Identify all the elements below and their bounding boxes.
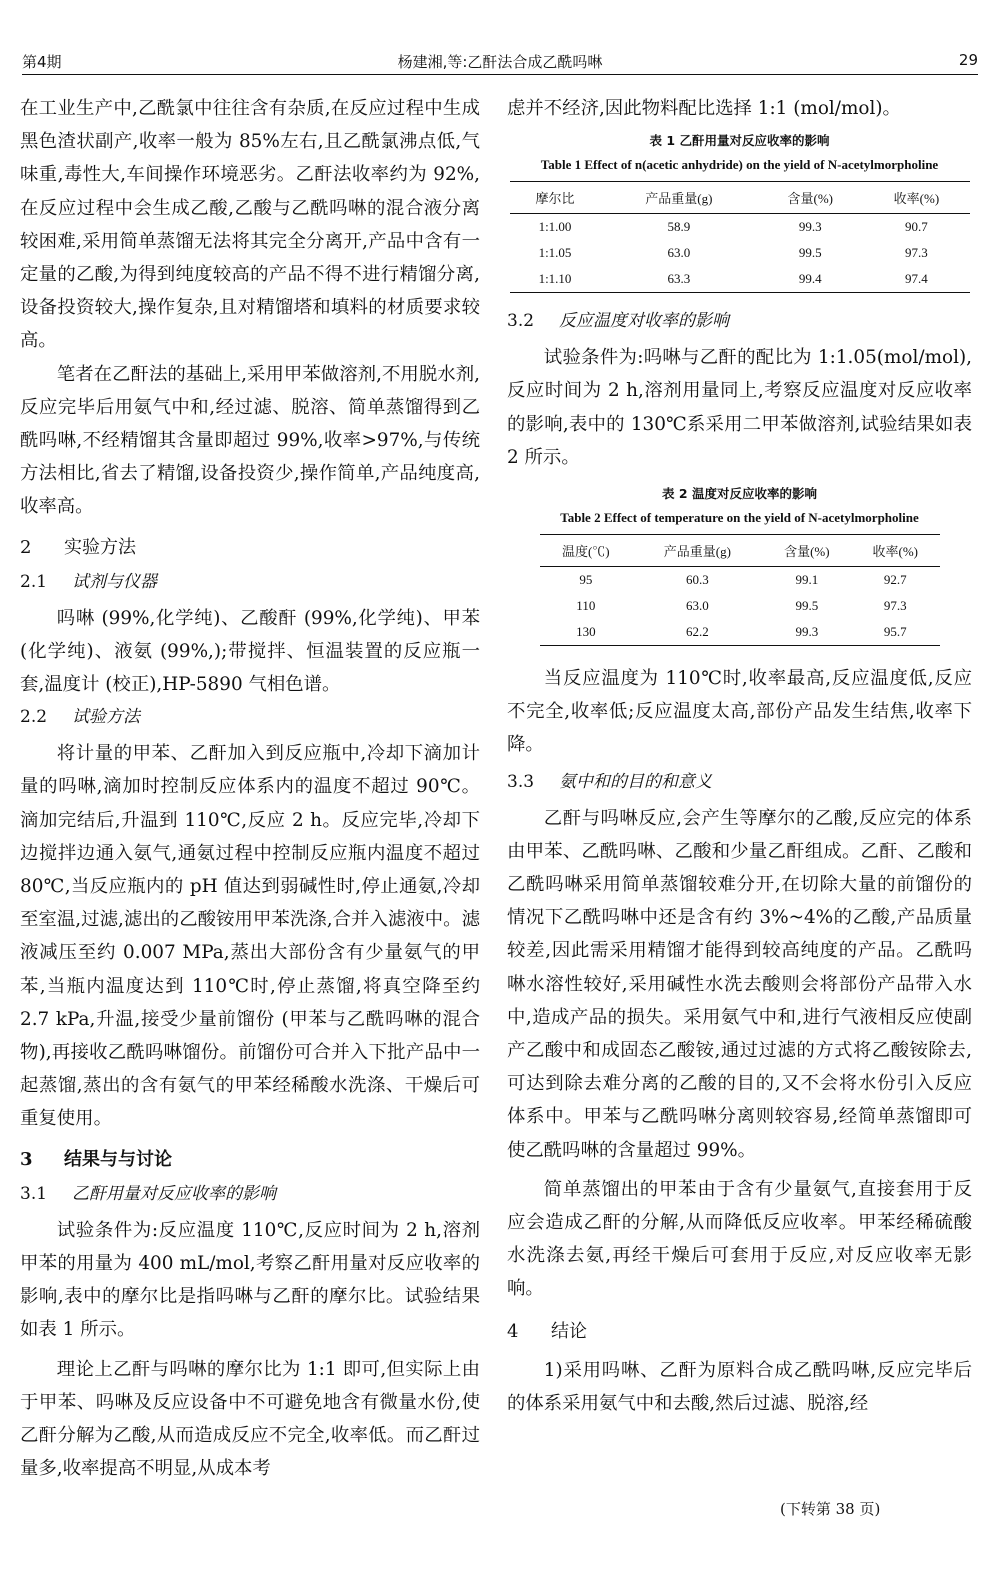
subsection-heading xyxy=(20,705,480,729)
table-row xyxy=(510,214,970,241)
subsection-number: 2.1 xyxy=(20,571,48,592)
running-title: 杨建湘,等:乙酐法合成乙酰吗啉 xyxy=(397,53,603,71)
table-cell: 110 xyxy=(576,598,596,614)
table-cell: 130 xyxy=(540,619,633,646)
table-cell: 90.7 xyxy=(905,219,928,235)
table-header-row xyxy=(510,182,970,214)
table-cell: 63.3 xyxy=(601,266,758,293)
table-cell: 63.0 xyxy=(667,245,691,261)
table-caption-en: Table 2 Effect of temperature on the yield of N-acetylmorpholine xyxy=(560,510,919,526)
subsection-title: 乙酐用量对反应收率的影响 xyxy=(72,1183,276,1204)
subsection-number: 3.3 xyxy=(507,771,535,792)
table-cell: 97.4 xyxy=(863,266,969,293)
subsection-number: 2.2 xyxy=(20,707,48,728)
table-cell: 99.1 xyxy=(795,572,819,588)
table-header: 收率(%) xyxy=(863,182,969,214)
section-number: 4 xyxy=(507,1320,519,1342)
table-cell: 62.2 xyxy=(632,619,763,646)
paragraph: 1)采用吗啉、乙酐为原料合成乙酰吗啉,反应完毕后的体系采用氨气中和去酸,然后过滤、脱溶,经 xyxy=(507,1359,972,1414)
continued-note: (下转第 38 页) xyxy=(780,1500,881,1518)
table-caption-cn: 表 1 乙酐用量对反应收率的影响 xyxy=(649,133,830,149)
left-column xyxy=(20,92,480,1485)
table-cell: 58.9 xyxy=(667,219,691,235)
subsection-heading xyxy=(507,309,972,333)
table-cell: 95.7 xyxy=(851,619,939,646)
table-cell: 1:1.00 xyxy=(538,219,572,235)
table-row xyxy=(540,593,940,619)
section-number: 2 xyxy=(20,536,32,558)
section-heading xyxy=(20,536,480,560)
subsection-title: 试剂与仪器 xyxy=(72,571,157,592)
subsection-title: 试验方法 xyxy=(72,707,140,728)
table-row xyxy=(510,240,970,266)
section-title: 结果与与讨论 xyxy=(64,1148,172,1170)
paragraph: 吗啉 (99%,化学纯)、乙酸酐 (99%,化学纯)、甲苯 (化学纯)、液氨 (99%,);带搅拌、恒温装置的反应瓶一套,温度计 (校正),HP-5890 气相色谱。 xyxy=(20,607,480,696)
paragraph: 简单蒸馏出的甲苯由于含有少量氨气,直接套用于反应会造成乙酐的分解,从而降低反应收率。甲苯经稀硫酸水洗涤去氨,再经干燥后可套用于反应,对反应收率无影响。 xyxy=(507,1178,972,1300)
subsection-heading xyxy=(507,770,972,794)
subsection-number: 3.1 xyxy=(20,1183,48,1204)
subsection-title: 反应温度对收率的影响 xyxy=(559,311,729,332)
table-header-row xyxy=(540,535,940,567)
paragraph: 试验条件为:吗啉与乙酐的配比为 1:1.05(mol/mol),反应时间为 2 h,溶剂用量同上,考察反应温度对反应收率的影响,表中的 130℃系采用二甲苯做溶剂,试验结果如表 2 所示。 xyxy=(507,347,972,468)
table-cell: 60.3 xyxy=(686,572,709,588)
table-caption-cn: 表 2 温度对反应收率的影响 xyxy=(662,486,817,502)
table-cell: 97.3 xyxy=(905,245,928,261)
table-cell: 1:1.10 xyxy=(510,266,601,293)
table-header: 产品重量(g) xyxy=(632,535,763,567)
table-cell: 63.0 xyxy=(686,598,709,614)
table-cell: 95 xyxy=(579,572,593,588)
section-title: 实验方法 xyxy=(64,536,136,558)
paragraph: 乙酐与吗啉反应,会产生等摩尔的乙酸,反应完的体系由甲苯、乙酰吗啉、乙酸和少量乙酐组成。乙酐、乙酸和乙酰吗啉采用简单蒸馏较难分开,在切除大量的前馏份的情况下乙酰吗啉中还是含有约 3%~4%的乙酸,产品质量较差,因此需采用精馏才能得到较高纯度的产品。乙酰吗啉水溶性较好,采用碱性水洗去酸则会将部份产品带入水中,造成产品的损失。采用氨气中和,进行气液相反应使副产乙酸中和成固态乙酸铵,通过过滤的方式将乙酸铵除去,可达到除去难分离的乙酸的目的,又不会将水份引入反应体系中。甲苯与乙酰吗啉分离则较容易,经简单蒸馏即可使乙酰吗啉的含量超过 99%。 xyxy=(507,807,972,1161)
yield-table-1 xyxy=(510,181,970,293)
issue-number: 第4期 xyxy=(22,53,62,71)
table-header: 含量(%) xyxy=(763,535,851,567)
subsection-heading xyxy=(20,570,480,594)
table-row xyxy=(510,266,970,293)
section-number: 3 xyxy=(20,1148,33,1170)
table-cell: 99.3 xyxy=(798,219,822,235)
table-header: 含量(%) xyxy=(757,182,863,214)
paragraph: 理论上乙酐与吗啉的摩尔比为 1:1 即可,但实际上由于甲苯、吗啉及反应设备中不可避免地含有微量水份,使乙酐分解为乙酸,从而造成反应不完全,收率低。而乙酐过量多,收率提高不明显,从成本考 xyxy=(20,1358,480,1480)
table-header: 产品重量(g) xyxy=(601,182,758,214)
table-caption-en: Table 1 Effect of n(acetic anhydride) on the yield of N-acetylmorpholine xyxy=(540,157,939,173)
paragraph: 试验条件为:反应温度 110℃,反应时间为 2 h,溶剂甲苯的用量为 400 mL/mol,考察乙酐用量对反应收率的影响,表中的摩尔比是指吗啉与乙酐的摩尔比。试验结果如表 1 所示。 xyxy=(20,1219,480,1341)
paragraph: 虑并不经济,因此物料配比选择 1:1 (mol/mol)。 xyxy=(507,98,901,119)
table-cell: 1:1.05 xyxy=(538,245,572,261)
page-number: 29 xyxy=(958,51,978,69)
header-rule xyxy=(22,74,978,75)
section-heading xyxy=(20,1148,480,1172)
subsection-title: 氨中和的目的和意义 xyxy=(559,771,712,792)
paragraph: 笔者在乙酐法的基础上,采用甲苯做溶剂,不用脱水剂,反应完毕后用氨气中和,经过滤、脱溶、简单蒸馏得到乙酰吗啉,不经精馏其含量即超过 99%,收率>97%,与传统方法相比,省去了精馏,设备投资少,操作简单,产品纯度高,收率高。 xyxy=(20,363,480,518)
table-cell: 99.4 xyxy=(757,266,863,293)
page-header xyxy=(22,47,978,75)
yield-table-2 xyxy=(540,534,940,646)
table-header: 摩尔比 xyxy=(510,182,601,214)
table-row xyxy=(540,567,940,594)
table-cell: 92.7 xyxy=(883,572,907,588)
paragraph: 将计量的甲苯、乙酐加入到反应瓶中,冷却下滴加计量的吗啉,滴加时控制反应体系内的温度不超过 90℃。滴加完结后,升温到 110℃,反应 2 h。反应完毕,冷却下边搅拌边通入氨气,通氨过程中控制反应瓶内温度不超过 80℃,当反应瓶内的 pH 值达到弱碱性时,停止通氨,冷却至室温,过滤,滤出的乙酸铵用甲苯洗涤,合并入滤液中。滤液减压至约 0.007 MPa,蒸出大部份含有少量氨气的甲苯,当瓶内温度达到 110℃时,停止蒸馏,将真空降至约 2.7 kPa,升温,接受少量前馏份 (甲苯与乙酰吗啉的混合物),再接收乙酰吗啉馏份。前馏份可合并入下批产品中一起蒸馏,蒸出的含有氨气的甲苯经稀酸水洗涤、干燥后可重复使用。 xyxy=(20,743,480,1130)
right-column xyxy=(507,92,972,1420)
subsection-heading xyxy=(20,1182,480,1206)
table-header: 收率(%) xyxy=(851,535,939,567)
table-cell: 99.3 xyxy=(763,619,851,646)
section-heading xyxy=(507,1320,972,1344)
table-cell: 99.5 xyxy=(795,598,819,614)
section-title: 结论 xyxy=(551,1320,587,1342)
table-cell: 99.5 xyxy=(798,245,822,261)
table-cell: 97.3 xyxy=(883,598,907,614)
subsection-number: 3.2 xyxy=(507,311,535,332)
table-header: 温度(℃) xyxy=(540,535,633,567)
paragraph: 在工业生产中,乙酰氯中往往含有杂质,在反应过程中生成黑色渣状副产,收率一般为 85%左右,且乙酰氯沸点低,气味重,毒性大,车间操作环境恶劣。乙酐法收率约为 92%,在反应过程中会生成乙酸,乙酸与乙酰吗啉的混合液分离较困难,采用简单蒸馏无法将其完全分离开,产品中含有一定量的乙酸,为得到纯度较高的产品不得不进行精馏分离,设备投资较大,操作复杂,且对精馏塔和填料的材质要求较高。 xyxy=(20,98,480,352)
paragraph: 当反应温度为 110℃时,收率最高,反应温度低,反应不完全,收率低;反应温度太高,部份产品发生结焦,收率下降。 xyxy=(507,668,972,756)
table-row xyxy=(540,619,940,646)
